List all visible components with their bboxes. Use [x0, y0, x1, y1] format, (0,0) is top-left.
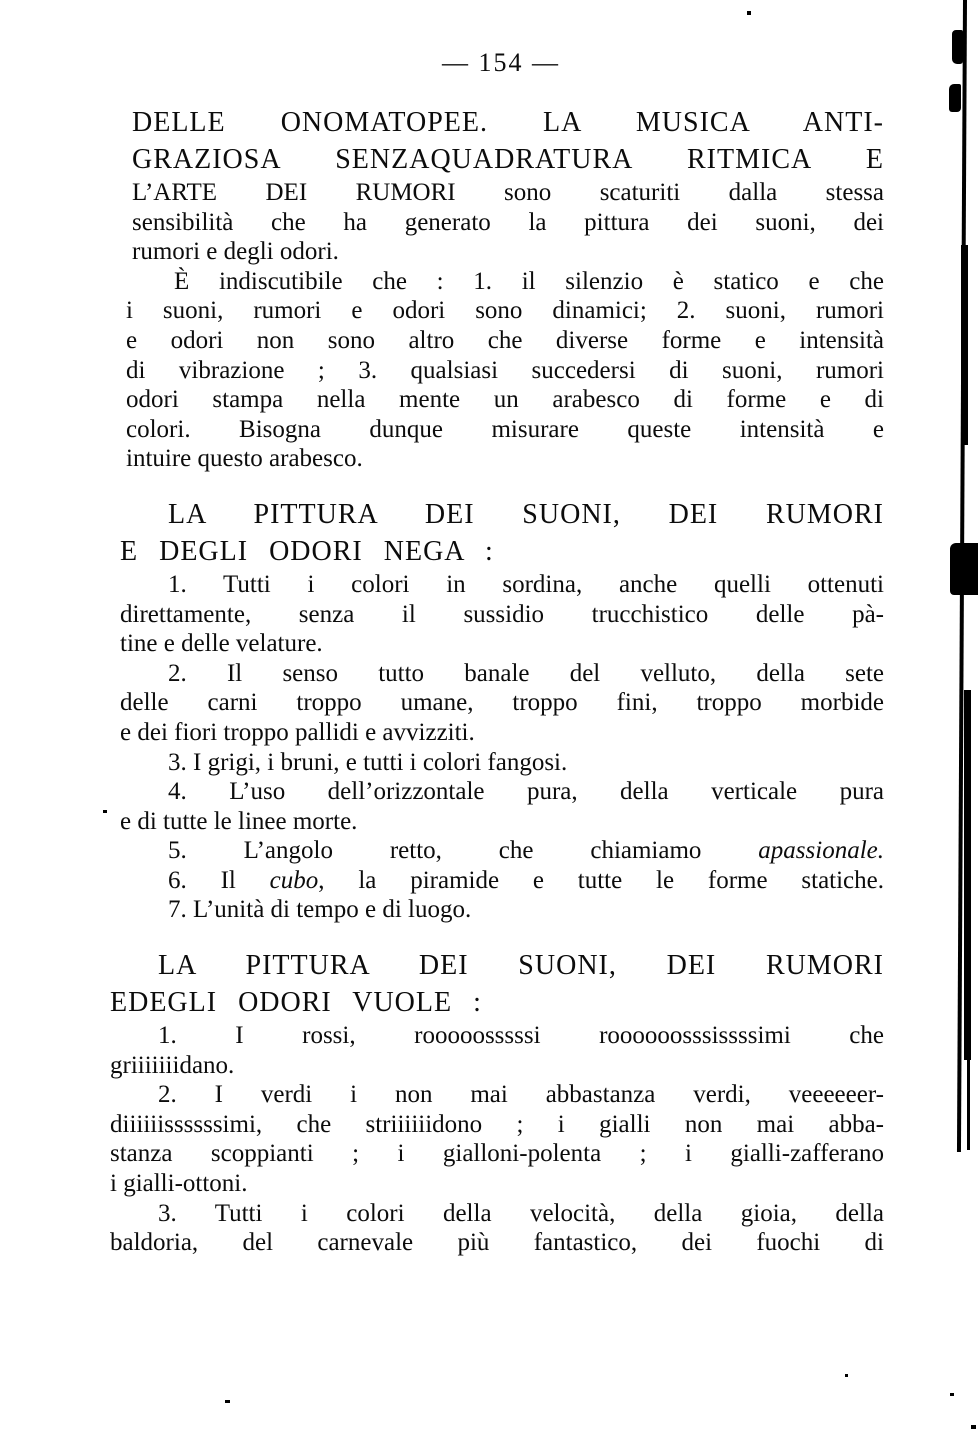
scan-artifact-speck	[225, 1400, 230, 1403]
text-block	[110, 104, 884, 1258]
text-line: 2. I verdi i non mai abbastanza verdi, veeeeeer-	[158, 1081, 884, 1109]
text-line: L’ARTE DEI RUMORI sono scaturiti dalla stessa	[132, 179, 884, 206]
heading-line: LA PITTURA DEI SUONI, DEI RUMORI	[158, 950, 884, 982]
list-item	[110, 1199, 884, 1258]
text-line: 2. Il senso tutto banale del velluto, della sete	[168, 659, 884, 687]
scan-artifact-speck	[971, 1425, 976, 1429]
text-line: È indiscutibile che : 1. il silenzio è statico e che	[174, 267, 884, 295]
italic-term: cubo	[269, 866, 319, 894]
text-line: 1. Tutti i colori in sordina, anche quelli ottenuti	[168, 570, 884, 598]
list-item	[120, 895, 884, 925]
scan-artifact-speck	[950, 1393, 954, 1396]
text-run: 6. Il	[168, 866, 236, 894]
text-line: e odori non sono altro che diverse forme e intensità	[126, 326, 884, 354]
text-line: colori. Bisogna dunque misurare queste intensità e	[126, 415, 884, 443]
text-run: , la piramide e tutte le forme statiche.	[318, 866, 884, 894]
text-line	[120, 866, 884, 896]
text-line: di vibrazione ; 3. qualsiasi succedersi di suoni, rumori	[126, 356, 884, 384]
scan-artifact-gutter-tail	[967, 1055, 970, 1150]
text-line: stanza scoppianti ; i gialloni-polenta ; i gialli-zafferano	[110, 1140, 884, 1168]
text-line: DELLE ONOMATOPEE. LA MUSICA ANTI-	[132, 107, 884, 138]
heading-line: E DEGLI ODORI NEGA :	[120, 535, 494, 567]
scan-artifact-ink-blob	[952, 30, 963, 64]
text-line: e di tutte le linee morte.	[120, 807, 358, 835]
scan-artifact-speck	[845, 1374, 848, 1377]
list-item	[120, 836, 884, 866]
text-line: 3. I grigi, i bruni, e tutti i colori fangosi.	[168, 748, 568, 776]
text-line: diiiiiissssssimi, che striiiiiidono ; i gialli non mai abba-	[110, 1110, 884, 1138]
text-line: 1. I rossi, rooooosssssi roooooosssissssimi che	[158, 1022, 884, 1050]
text-line: 3. Tutti i colori della velocità, della gioia, della	[158, 1199, 884, 1227]
text-line: griiiiiiidano.	[110, 1051, 235, 1079]
text-line: sensibilità che ha generato la pittura dei suoni, dei	[132, 208, 884, 236]
scan-artifact-gutter-thick	[964, 690, 971, 1060]
text-run: 5. L’angolo retto, che chiamiamo	[168, 837, 702, 865]
italic-term: apassionale.	[758, 837, 884, 865]
text-line: i gialli-ottoni.	[110, 1170, 248, 1198]
list-item	[120, 866, 884, 896]
text-line: tine e delle velature.	[120, 630, 323, 658]
page-number: — 154 —	[442, 48, 560, 77]
scan-artifact-speck	[747, 11, 751, 15]
list-item	[120, 659, 884, 748]
text-line: intuire questo arabesco.	[126, 445, 363, 473]
section-nega	[120, 496, 884, 925]
text-line: odori stampa nella mente un arabesco di forme e di	[126, 386, 884, 414]
section-heading-nega	[120, 496, 884, 570]
text-line: baldoria, del carnevale più fantastico, dei fuochi di	[110, 1229, 884, 1257]
list-item	[120, 570, 884, 659]
section-heading-vuole	[110, 947, 884, 1021]
text-line: GRAZIOSA SENZAQUADRATURA RITMICA E	[132, 144, 884, 175]
list-item	[110, 1080, 884, 1198]
text-line: 4. L’uso dell’orizzontale pura, della verticale pura	[168, 778, 884, 806]
scan-artifact-speck	[103, 810, 107, 813]
scan-artifact-ink-blob-large	[950, 543, 978, 595]
intro-paragraph	[132, 104, 884, 267]
text-line: 7. L’unità di tempo e di luogo.	[168, 896, 472, 924]
section-vuole	[110, 947, 884, 1258]
text-line: direttamente, senza il sussidio trucchistico delle pà-	[120, 600, 884, 628]
heading-line: EDEGLI ODORI VUOLE :	[110, 987, 482, 1019]
list-item	[120, 777, 884, 836]
text-line: rumori e degli odori.	[132, 238, 339, 266]
text-line: delle carni troppo umane, troppo fini, troppo morbide	[120, 689, 884, 717]
argument-paragraph	[126, 267, 884, 474]
scan-artifact-ink-blob	[949, 84, 961, 112]
list-item	[120, 748, 884, 778]
text-line: e dei fiori troppo pallidi e avvizziti.	[120, 718, 475, 746]
scan-artifact-gutter-thick	[961, 245, 968, 445]
text-line	[120, 836, 884, 866]
list-item	[110, 1021, 884, 1080]
text-line: i suoni, rumori e odori sono dinamici; 2. suoni, rumori	[126, 297, 884, 325]
heading-line: LA PITTURA DEI SUONI, DEI RUMORI	[168, 498, 884, 530]
